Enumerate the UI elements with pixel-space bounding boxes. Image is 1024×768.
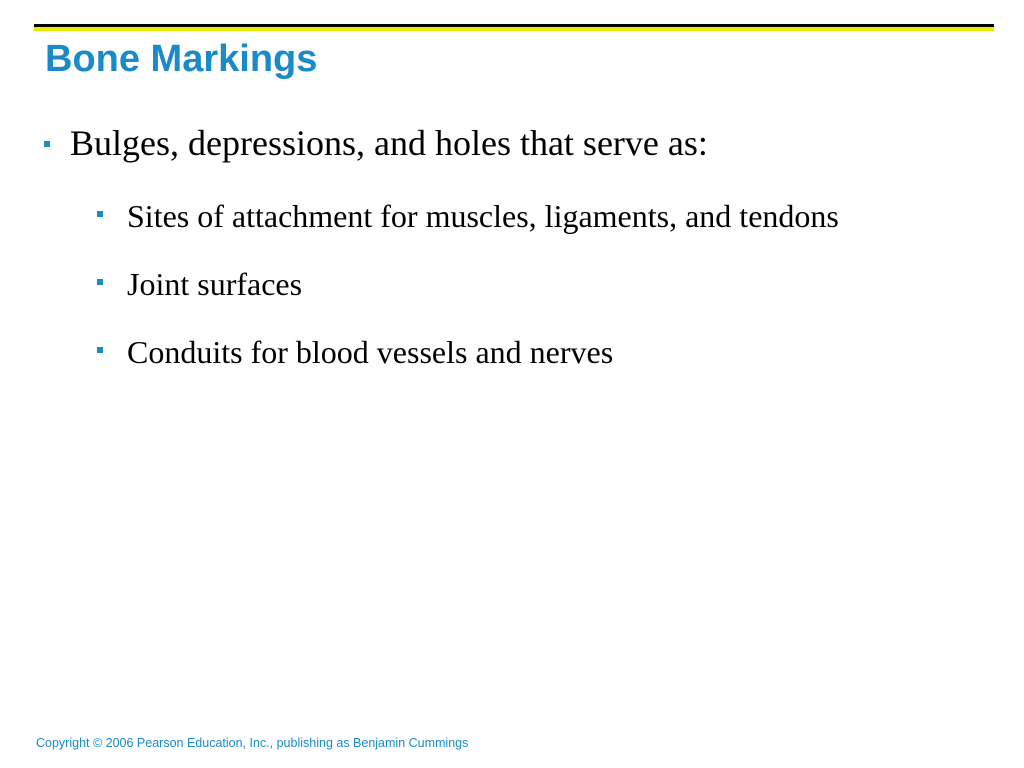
square-bullet-icon bbox=[97, 279, 103, 285]
sub-bullet-text: Joint surfaces bbox=[127, 266, 303, 302]
sub-bullet-text: Sites of attachment for muscles, ligaments, and tendons bbox=[127, 198, 839, 234]
copyright-footer: Copyright © 2006 Pearson Education, Inc., publishing as Benjamin Cummings bbox=[36, 736, 469, 750]
sub-bullet-text: Conduits for blood vessels and nerves bbox=[127, 334, 614, 370]
main-bullet bbox=[44, 118, 944, 168]
bullet-list bbox=[44, 118, 944, 396]
slide-title: Bone Markings bbox=[45, 38, 318, 80]
sub-bullet bbox=[97, 328, 944, 376]
main-bullet-text: Bulges, depressions, and holes that serve as: bbox=[70, 123, 708, 163]
sub-bullet bbox=[97, 260, 944, 308]
top-rule-accent bbox=[34, 27, 994, 31]
square-bullet-icon bbox=[97, 347, 103, 353]
sub-bullet bbox=[97, 192, 944, 240]
square-bullet-icon bbox=[44, 141, 50, 147]
square-bullet-icon bbox=[97, 211, 103, 217]
